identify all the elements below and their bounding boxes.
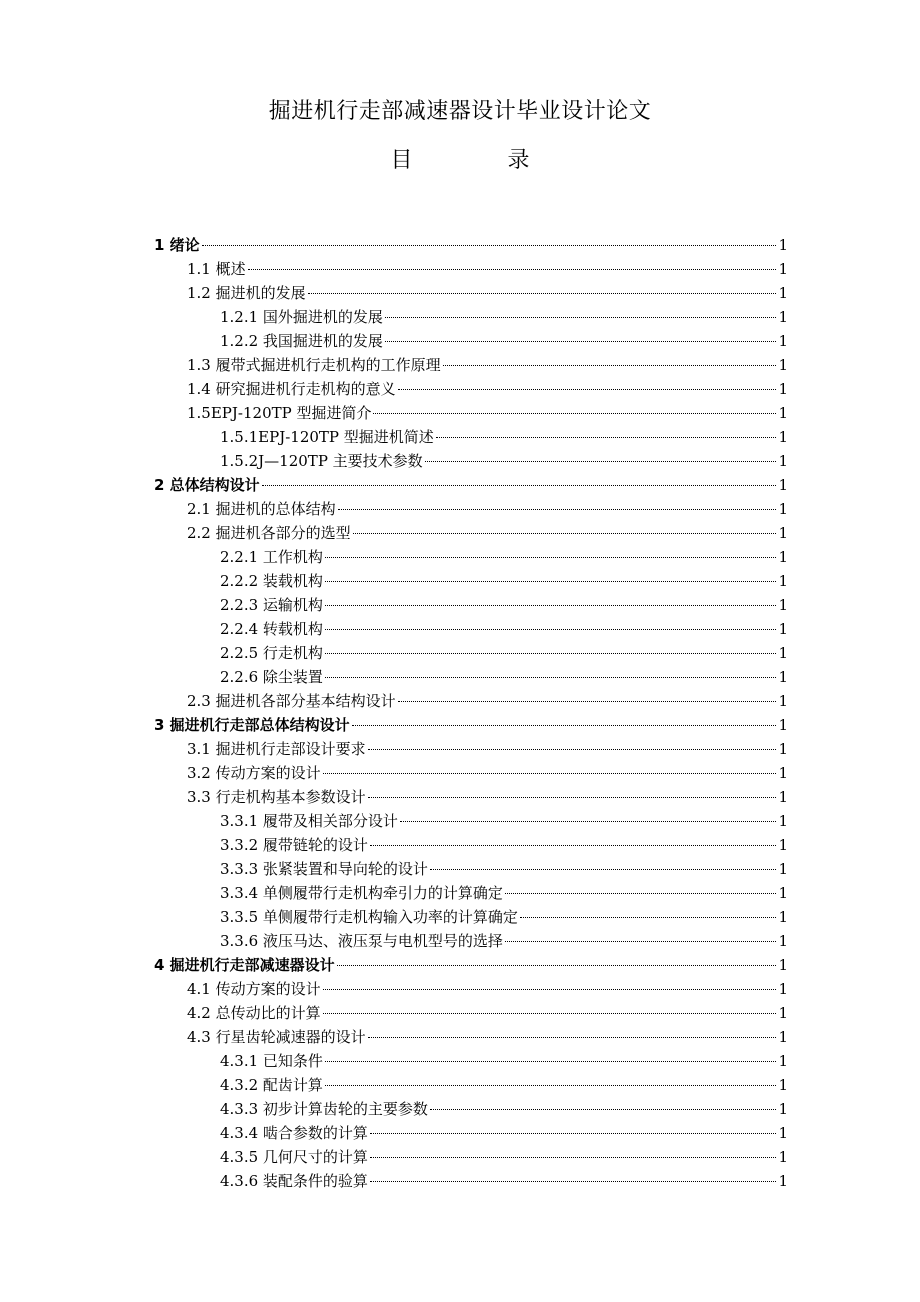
toc-page-number: 1	[778, 380, 788, 398]
toc-page-number: 1	[778, 1028, 788, 1046]
toc-dot-leader	[368, 797, 777, 798]
toc-entry-title: 3.3.2 履带链轮的设计	[220, 836, 368, 854]
toc-entry-title: 3.3.5 单侧履带行走机构输入功率的计算确定	[220, 908, 518, 926]
toc-dot-leader	[436, 437, 777, 438]
toc-page-number: 1	[778, 452, 788, 470]
toc-page-number: 1	[778, 788, 788, 806]
toc-dot-leader	[352, 725, 777, 726]
toc-dot-leader	[308, 293, 777, 294]
toc-entry[interactable]	[154, 329, 788, 353]
toc-dot-leader	[353, 533, 777, 534]
toc-dot-leader	[520, 917, 777, 918]
toc-entry-title: 1.2.1 国外掘进机的发展	[220, 308, 383, 326]
toc-entry[interactable]	[154, 1121, 788, 1145]
toc-entry-title: 3.3.3 张紧装置和导向轮的设计	[220, 860, 428, 878]
toc-entry[interactable]	[154, 425, 788, 449]
toc-dot-leader	[325, 677, 777, 678]
toc-entry[interactable]	[154, 521, 788, 545]
toc-entry[interactable]	[154, 545, 788, 569]
toc-dot-leader	[325, 1085, 777, 1086]
toc-entry-title: 1 绪论	[154, 236, 200, 254]
toc-page-number: 1	[778, 548, 788, 566]
toc-entry-title: 4.2 总传动比的计算	[187, 1004, 321, 1022]
toc-entry-title: 1.4 研究掘进机行走机构的意义	[187, 380, 396, 398]
toc-page-number: 1	[778, 1052, 788, 1070]
toc-entry-title: 1.5.2J—120TP 主要技术参数	[220, 452, 423, 470]
toc-page-number: 1	[778, 332, 788, 350]
toc-entry-title: 3.1 掘进机行走部设计要求	[187, 740, 366, 758]
toc-entry-title: 4.3.3 初步计算齿轮的主要参数	[220, 1100, 428, 1118]
toc-entry-title: 3.2 传动方案的设计	[187, 764, 321, 782]
toc-entry-title: 2.2.6 除尘装置	[220, 668, 323, 686]
toc-page-number: 1	[778, 908, 788, 926]
toc-entry[interactable]	[154, 257, 788, 281]
toc-page-number: 1	[778, 428, 788, 446]
toc-dot-leader	[430, 869, 777, 870]
toc-entry[interactable]	[154, 353, 788, 377]
toc-entry[interactable]	[154, 689, 788, 713]
toc-page-number: 1	[778, 572, 788, 590]
toc-entry[interactable]	[154, 857, 788, 881]
toc-entry[interactable]	[154, 281, 788, 305]
toc-page-number: 1	[778, 524, 788, 542]
toc-entry-title: 1.2.2 我国掘进机的发展	[220, 332, 383, 350]
toc-page-number: 1	[778, 716, 788, 734]
toc-entry[interactable]	[154, 929, 788, 953]
toc-entry[interactable]	[154, 377, 788, 401]
toc-page-number: 1	[778, 260, 788, 278]
toc-entry[interactable]	[154, 641, 788, 665]
toc-entry-title: 4.3.5 几何尺寸的计算	[220, 1148, 368, 1166]
toc-dot-leader	[385, 317, 777, 318]
toc-page-number: 1	[778, 884, 788, 902]
toc-dot-leader	[325, 1061, 777, 1062]
toc-dot-leader	[325, 653, 777, 654]
toc-page-number: 1	[778, 1004, 788, 1022]
toc-page-number: 1	[778, 476, 788, 494]
toc-entry-title: 1.3 履带式掘进机行走机构的工作原理	[187, 356, 441, 374]
toc-entry-title: 3.3.6 液压马达、液压泵与电机型号的选择	[220, 932, 503, 950]
toc-entry-title: 4.3.2 配齿计算	[220, 1076, 323, 1094]
toc-page-number: 1	[778, 812, 788, 830]
toc-entry-title: 4.3 行星齿轮减速器的设计	[187, 1028, 366, 1046]
toc-dot-leader	[338, 509, 777, 510]
toc-heading: 目 录	[390, 148, 574, 173]
toc-entry-title: 3.3.4 单侧履带行走机构牵引力的计算确定	[220, 884, 503, 902]
toc-entry[interactable]	[154, 1073, 788, 1097]
toc-entry[interactable]	[154, 785, 788, 809]
toc-page-number: 1	[778, 836, 788, 854]
toc-entry[interactable]	[154, 1145, 788, 1169]
document-title: 掘进机行走部减速器设计毕业设计论文	[268, 99, 652, 124]
toc-entry-title: 3.3 行走机构基本参数设计	[187, 788, 366, 806]
toc-entry[interactable]	[154, 953, 788, 977]
toc-dot-leader	[400, 821, 777, 822]
toc-page-number: 1	[778, 860, 788, 878]
toc-page-number: 1	[778, 764, 788, 782]
toc-dot-leader	[325, 629, 777, 630]
toc-entry[interactable]	[154, 1049, 788, 1073]
toc-entry[interactable]	[154, 1097, 788, 1121]
toc-entry-title: 4.1 传动方案的设计	[187, 980, 321, 998]
toc-dot-leader	[425, 461, 777, 462]
toc-entry[interactable]	[154, 593, 788, 617]
toc-entry-title: 4.3.4 啮合参数的计算	[220, 1124, 368, 1142]
toc-dot-leader	[262, 485, 777, 486]
toc-entry-title: 2.3 掘进机各部分基本结构设计	[187, 692, 396, 710]
toc-page-number: 1	[778, 1100, 788, 1118]
toc-dot-leader	[248, 269, 777, 270]
toc-entry[interactable]	[154, 1001, 788, 1025]
toc-entry[interactable]	[154, 305, 788, 329]
toc-page-number: 1	[778, 644, 788, 662]
toc-dot-leader	[202, 245, 777, 246]
toc-page-number: 1	[778, 596, 788, 614]
toc-page-number: 1	[778, 668, 788, 686]
toc-entry[interactable]	[154, 833, 788, 857]
toc-entry[interactable]	[154, 905, 788, 929]
toc-entry-title: 4.3.1 已知条件	[220, 1052, 323, 1070]
toc-page-number: 1	[778, 1124, 788, 1142]
toc-entry[interactable]	[154, 977, 788, 1001]
toc-page-number: 1	[778, 284, 788, 302]
toc-dot-leader	[370, 1181, 777, 1182]
toc-entry[interactable]	[154, 737, 788, 761]
toc-entry-title: 3.3.1 履带及相关部分设计	[220, 812, 398, 830]
toc-entry-title: 4.3.6 装配条件的验算	[220, 1172, 368, 1190]
toc-page-number: 1	[778, 932, 788, 950]
toc-page-number: 1	[778, 1148, 788, 1166]
toc-entry-title: 2.2.3 运输机构	[220, 596, 323, 614]
toc-entry-title: 1.1 概述	[187, 260, 246, 278]
toc-page-number: 1	[778, 956, 788, 974]
toc-entry-title: 2.1 掘进机的总体结构	[187, 500, 336, 518]
toc-entry[interactable]	[154, 809, 788, 833]
toc-dot-leader	[325, 557, 777, 558]
toc-entry[interactable]	[154, 449, 788, 473]
toc-entry[interactable]	[154, 761, 788, 785]
toc-dot-leader	[370, 845, 777, 846]
toc-page-number: 1	[778, 980, 788, 998]
toc-dot-leader	[398, 701, 777, 702]
toc-entry[interactable]	[154, 713, 788, 737]
toc-dot-leader	[430, 1109, 777, 1110]
toc-entry-title: 1.5EPJ-120TP 型掘进简介	[187, 404, 372, 422]
toc-page-number: 1	[778, 620, 788, 638]
toc-entry[interactable]	[154, 569, 788, 593]
toc-dot-leader	[443, 365, 777, 366]
toc-dot-leader	[368, 1037, 777, 1038]
toc-entry-title: 2.2.4 转载机构	[220, 620, 323, 638]
toc-dot-leader	[505, 941, 777, 942]
toc-entry-title: 2.2 掘进机各部分的选型	[187, 524, 351, 542]
toc-entry-title: 3 掘进机行走部总体结构设计	[154, 716, 350, 734]
toc-dot-leader	[323, 1013, 777, 1014]
toc-entry[interactable]	[154, 1169, 788, 1193]
toc-dot-leader	[385, 341, 777, 342]
toc-entry[interactable]	[154, 401, 788, 425]
table-of-contents	[154, 233, 788, 1193]
toc-dot-leader	[398, 389, 777, 390]
toc-entry-title: 2.2.2 装载机构	[220, 572, 323, 590]
toc-entry-title: 2.2.5 行走机构	[220, 644, 323, 662]
toc-entry[interactable]	[154, 473, 788, 497]
toc-entry[interactable]	[154, 233, 788, 257]
toc-dot-leader	[368, 749, 777, 750]
toc-page-number: 1	[778, 740, 788, 758]
toc-entry-title: 4 掘进机行走部减速器设计	[154, 956, 335, 974]
toc-page-number: 1	[778, 236, 788, 254]
toc-entry[interactable]	[154, 881, 788, 905]
toc-dot-leader	[325, 605, 777, 606]
toc-page-number: 1	[778, 500, 788, 518]
toc-entry-title: 2.2.1 工作机构	[220, 548, 323, 566]
toc-dot-leader	[325, 581, 777, 582]
toc-entry-title: 1.5.1EPJ-120TP 型掘进机简述	[220, 428, 434, 446]
toc-dot-leader	[337, 965, 777, 966]
toc-entry[interactable]	[154, 1025, 788, 1049]
toc-page-number: 1	[778, 692, 788, 710]
toc-dot-leader	[370, 1133, 777, 1134]
toc-dot-leader	[370, 1157, 777, 1158]
toc-page-number: 1	[778, 356, 788, 374]
toc-page-number: 1	[778, 1172, 788, 1190]
toc-page-number: 1	[778, 404, 788, 422]
toc-dot-leader	[373, 413, 776, 414]
toc-entry-title: 1.2 掘进机的发展	[187, 284, 306, 302]
toc-entry[interactable]	[154, 617, 788, 641]
toc-dot-leader	[323, 773, 777, 774]
toc-entry[interactable]	[154, 497, 788, 521]
toc-entry[interactable]	[154, 665, 788, 689]
toc-dot-leader	[505, 893, 777, 894]
toc-page-number: 1	[778, 308, 788, 326]
toc-dot-leader	[323, 989, 777, 990]
toc-entry-title: 2 总体结构设计	[154, 476, 260, 494]
toc-page-number: 1	[778, 1076, 788, 1094]
